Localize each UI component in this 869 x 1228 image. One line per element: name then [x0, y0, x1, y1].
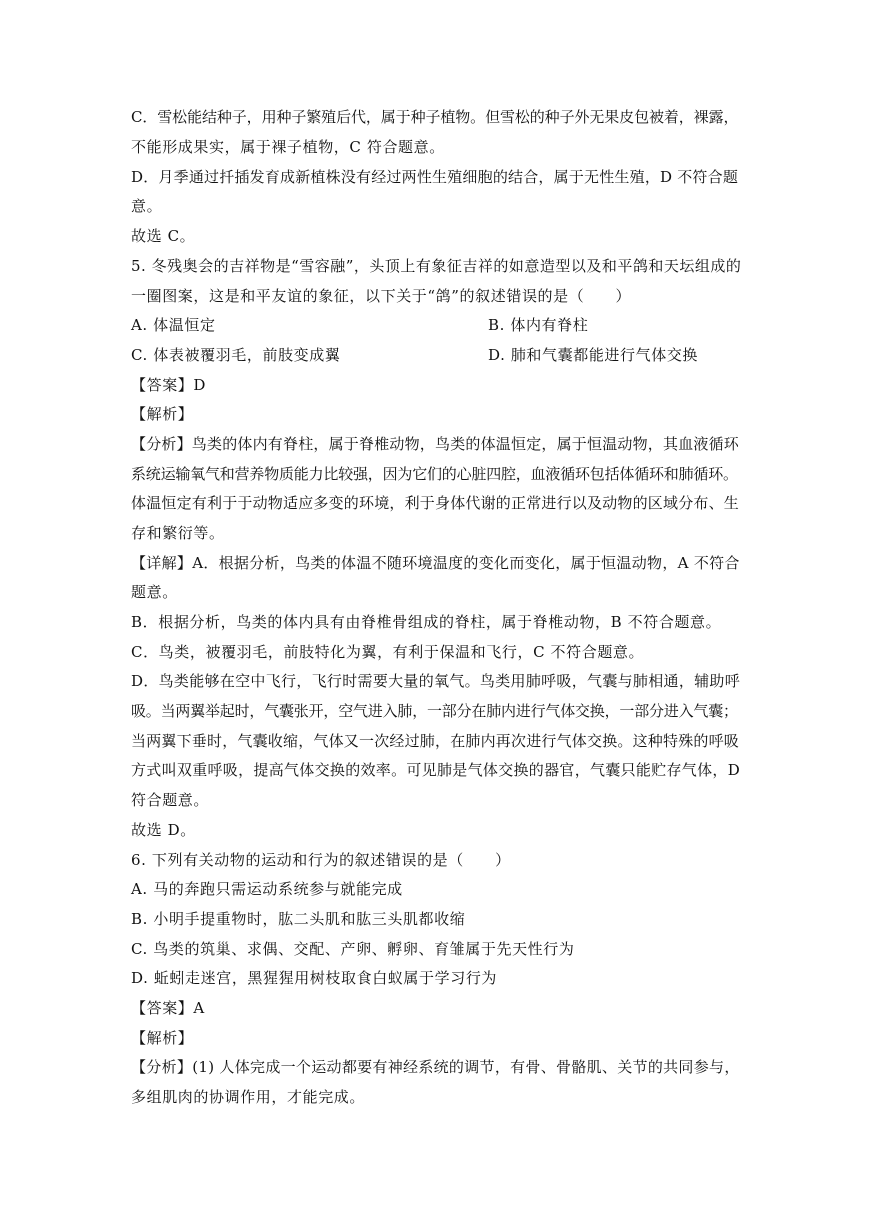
q5-option-b: B. 体内有脊柱 [488, 316, 589, 334]
q6-stem: 6. 下列有关动物的运动和行为的叙述错误的是（ ） [131, 851, 511, 869]
q6-option-c: C. 鸟类的筑巢、求偶、交配、产卵、孵卵、育雏属于先天性行为 [131, 940, 575, 958]
q4-option-d-explanation-line-1: D．月季通过扦插发育成新植株没有经过两性生殖细胞的结合，属于无性生殖，D 不符合题 [131, 168, 739, 186]
q5-fenxi-line-3: 体温恒定有利于于动物适应多变的环境，利于身体代谢的正常进行以及动物的区域分布、生 [131, 494, 740, 512]
q5-fenxi-line-4: 存和繁衍等。 [131, 524, 225, 542]
q5-xiangjie-line-1: 【详解】A．根据分析，鸟类的体温不随环境温度的变化而变化，属于恒温动物，A 不符合 [131, 554, 740, 572]
q6-option-b: B. 小明手提重物时，肱二头肌和肱三头肌都收缩 [131, 910, 466, 928]
q5-analysis-header: 【解析】 [131, 405, 194, 423]
q5-option-c: C. 体表被覆羽毛，前肢变成翼 [131, 346, 341, 364]
q5-option-d-explanation-line-1: D．鸟类能够在空中飞行，飞行时需要大量的氧气。鸟类用肺呼吸，气囊与肺相通，辅助呼 [131, 672, 741, 690]
q5-stem-line-1: 5. 冬残奥会的吉祥物是“雪容融”，头顶上有象征吉祥的如意造型以及和平鸽和天坛组成的 [131, 257, 742, 275]
q4-conclusion: 故选 C。 [131, 227, 196, 245]
q5-option-d-explanation-line-2: 吸。当两翼举起时，气囊张开，空气进入肺，一部分在肺内进行气体交换，一部分进入气囊； [131, 702, 738, 720]
q5-answer: 【答案】D [131, 376, 207, 394]
q4-option-d-explanation-line-2: 意。 [131, 197, 163, 215]
q5-option-a: A. 体温恒定 [131, 316, 216, 334]
q6-fenxi-line-1: 【分析】(1) 人体完成一个运动都要有神经系统的调节，有骨、骨骼肌、关节的共同参与， [131, 1058, 740, 1076]
q4-option-c-explanation-line-2: 不能形成果实，属于裸子植物，C 符合题意。 [131, 138, 445, 156]
q6-option-a: A. 马的奔跑只需运动系统参与就能完成 [131, 880, 403, 898]
q5-option-b-explanation: B．根据分析，鸟类的体内具有由脊椎骨组成的脊柱，属于脊椎动物，B 不符合题意。 [131, 613, 722, 631]
q6-option-d: D. 蚯蚓走迷宫，黑猩猩用树枝取食白蚁属于学习行为 [131, 969, 498, 987]
q5-fenxi-line-1: 【分析】鸟类的体内有脊柱，属于脊椎动物，鸟类的体温恒定，属于恒温动物，其血液循环 [131, 435, 740, 453]
q5-option-d-explanation-line-4: 方式叫双重呼吸，提高气体交换的效率。可见肺是气体交换的器官，气囊只能贮存气体，D [131, 761, 741, 779]
q6-fenxi-line-2: 多组肌肉的协调作用，才能完成。 [131, 1088, 366, 1106]
q6-analysis-header: 【解析】 [131, 1029, 194, 1047]
q5-option-d: D. 肺和气囊都能进行气体交换 [488, 346, 699, 364]
q6-answer: 【答案】A [131, 999, 205, 1017]
q5-xiangjie-line-2: 题意。 [131, 583, 178, 601]
q5-stem-line-2: 一圈图案，这是和平友谊的象征，以下关于“鸽”的叙述错误的是（ ） [131, 287, 632, 305]
q5-fenxi-line-2: 系统运输氧气和营养物质能力比较强，因为它们的心脏四腔，血液循环包括体循环和肺循环。 [131, 465, 738, 483]
q4-option-c-explanation-line-1: C．雪松能结种子，用种子繁殖后代，属于种子植物。但雪松的种子外无果皮包被着，裸露， [131, 108, 739, 126]
q5-conclusion: 故选 D。 [131, 821, 196, 839]
q5-option-d-explanation-line-3: 当两翼下垂时，气囊收缩，气体又一次经过肺，在肺内再次进行气体交换。这种特殊的呼吸 [131, 732, 740, 750]
q5-option-c-explanation: C．鸟类，被覆羽毛，前肢特化为翼，有利于保温和飞行，C 不符合题意。 [131, 643, 645, 661]
q5-option-d-explanation-line-5: 符合题意。 [131, 791, 210, 809]
